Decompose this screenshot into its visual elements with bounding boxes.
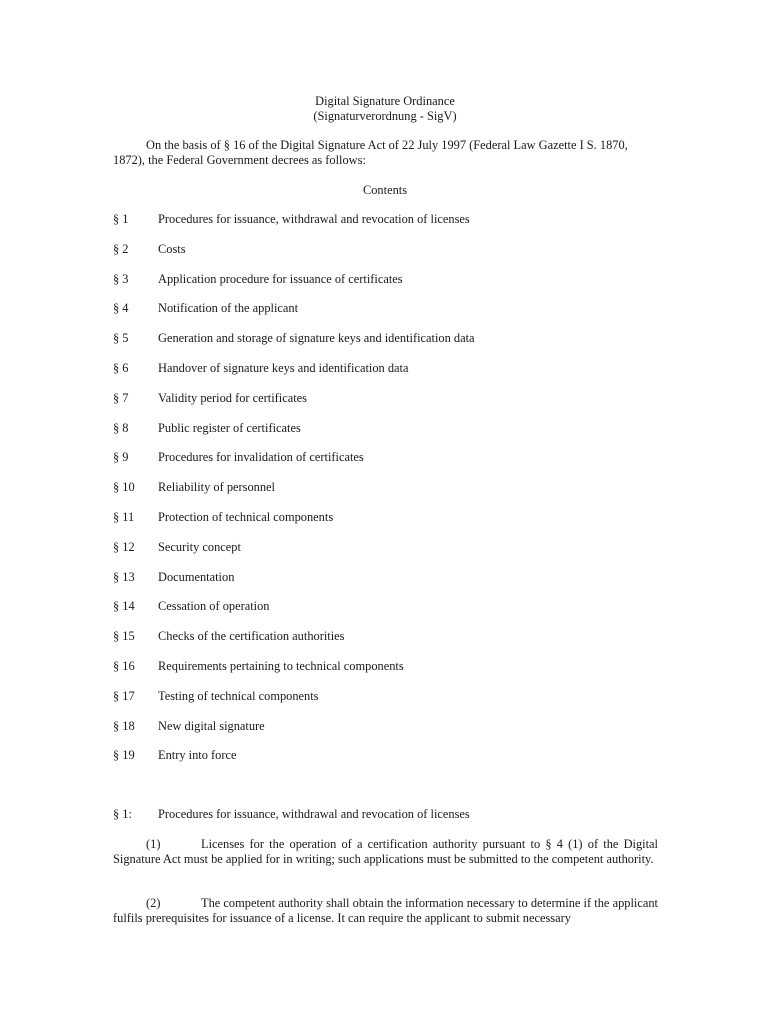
toc-item-number: § 7 xyxy=(113,390,129,405)
toc-item-number: § 2 xyxy=(113,241,129,256)
toc-item-number: § 17 xyxy=(113,688,135,703)
toc-item-number: § 19 xyxy=(113,748,135,763)
table-of-contents xyxy=(113,212,673,778)
paragraph-text: Licenses for the operation of a certification authority pursuant to § 4 (1) of the Digital Signature Act must be applied for in writing; such applications must be submitted to the competent authority. xyxy=(113,837,658,866)
document-subtitle: (Signaturverordnung - SigV) xyxy=(313,109,457,123)
toc-item-title: Checks of the certification authorities xyxy=(158,629,345,644)
toc-item-number: § 14 xyxy=(113,599,135,614)
paragraph-number: (2) xyxy=(146,896,161,910)
toc-item-number: § 12 xyxy=(113,539,135,554)
toc-item xyxy=(113,421,673,451)
toc-item xyxy=(113,391,673,421)
toc-item-number: § 18 xyxy=(113,718,135,733)
toc-item xyxy=(113,599,673,629)
toc-item-number: § 1 xyxy=(113,212,129,226)
section-1-heading xyxy=(113,807,673,822)
toc-item-number: § 13 xyxy=(113,569,135,584)
toc-item-title: Procedures for issuance, withdrawal and revocation of licenses xyxy=(158,212,470,226)
toc-item-number: § 6 xyxy=(113,360,129,375)
toc-item-title: Cessation of operation xyxy=(158,599,270,614)
toc-item-number: § 4 xyxy=(113,301,129,316)
toc-item-title: Costs xyxy=(158,241,186,256)
paragraph-text: The competent authority shall obtain the information necessary to determine if the applicant fulfils prerequisites for issuance of a license. It can require the applicant to submit necessary xyxy=(113,896,658,925)
toc-item xyxy=(113,212,673,242)
section-1-paragraph-1 xyxy=(113,837,658,867)
intro-paragraph: On the basis of § 16 of the Digital Signature Act of 22 July 1997 (Federal Law Gazette I S. 1870, 1872), the Federal Government decrees as follows: xyxy=(113,138,628,167)
toc-item-title: Notification of the applicant xyxy=(158,301,299,316)
toc-item-number: § 8 xyxy=(113,420,129,435)
toc-item xyxy=(113,361,673,391)
toc-item xyxy=(113,719,673,749)
toc-item-title: Generation and storage of signature keys and identification data xyxy=(158,331,475,346)
toc-item-title: Testing of technical components xyxy=(158,688,319,703)
toc-item-title: Application procedure for issuance of certificates xyxy=(158,271,403,286)
toc-item-number: § 5 xyxy=(113,331,129,346)
toc-item-title: New digital signature xyxy=(158,718,265,733)
toc-item-title: Reliability of personnel xyxy=(158,480,275,495)
toc-item-number: § 15 xyxy=(113,629,135,644)
toc-item xyxy=(113,540,673,570)
toc-item xyxy=(113,748,673,778)
toc-item-title: Public register of certificates xyxy=(158,420,301,435)
toc-item xyxy=(113,570,673,600)
toc-item xyxy=(113,331,673,361)
toc-item-title: Security concept xyxy=(158,539,241,554)
toc-item-title: Documentation xyxy=(158,569,235,584)
section-1-paragraph-2 xyxy=(113,896,658,926)
toc-item xyxy=(113,689,673,719)
paragraph-number: (1) xyxy=(146,837,161,851)
toc-item-number: § 11 xyxy=(113,509,135,524)
toc-item-number: § 10 xyxy=(113,480,135,495)
toc-item-number: § 3 xyxy=(113,271,129,286)
toc-item xyxy=(113,272,673,302)
toc-item-number: § 16 xyxy=(113,658,135,673)
document-title: Digital Signature Ordinance xyxy=(315,94,455,108)
toc-item-title: Entry into force xyxy=(158,748,237,763)
toc-item-number: § 9 xyxy=(113,450,129,465)
toc-item-title: Procedures for invalidation of certificates xyxy=(158,450,364,465)
toc-item xyxy=(113,242,673,272)
toc-item xyxy=(113,450,673,480)
contents-heading: Contents xyxy=(362,183,408,197)
toc-item-title: Validity period for certificates xyxy=(158,390,307,405)
toc-item-title: Handover of signature keys and identification data xyxy=(158,360,409,375)
toc-item xyxy=(113,480,673,510)
section-number: § 1: xyxy=(113,807,132,821)
toc-item-title: Protection of technical components xyxy=(158,509,334,524)
toc-item-title: Requirements pertaining to technical components xyxy=(158,658,404,673)
toc-item xyxy=(113,510,673,540)
toc-item xyxy=(113,659,673,689)
section-title: Procedures for issuance, withdrawal and revocation of licenses xyxy=(158,807,470,821)
title-block xyxy=(0,94,770,124)
toc-item xyxy=(113,629,673,659)
toc-item xyxy=(113,301,673,331)
